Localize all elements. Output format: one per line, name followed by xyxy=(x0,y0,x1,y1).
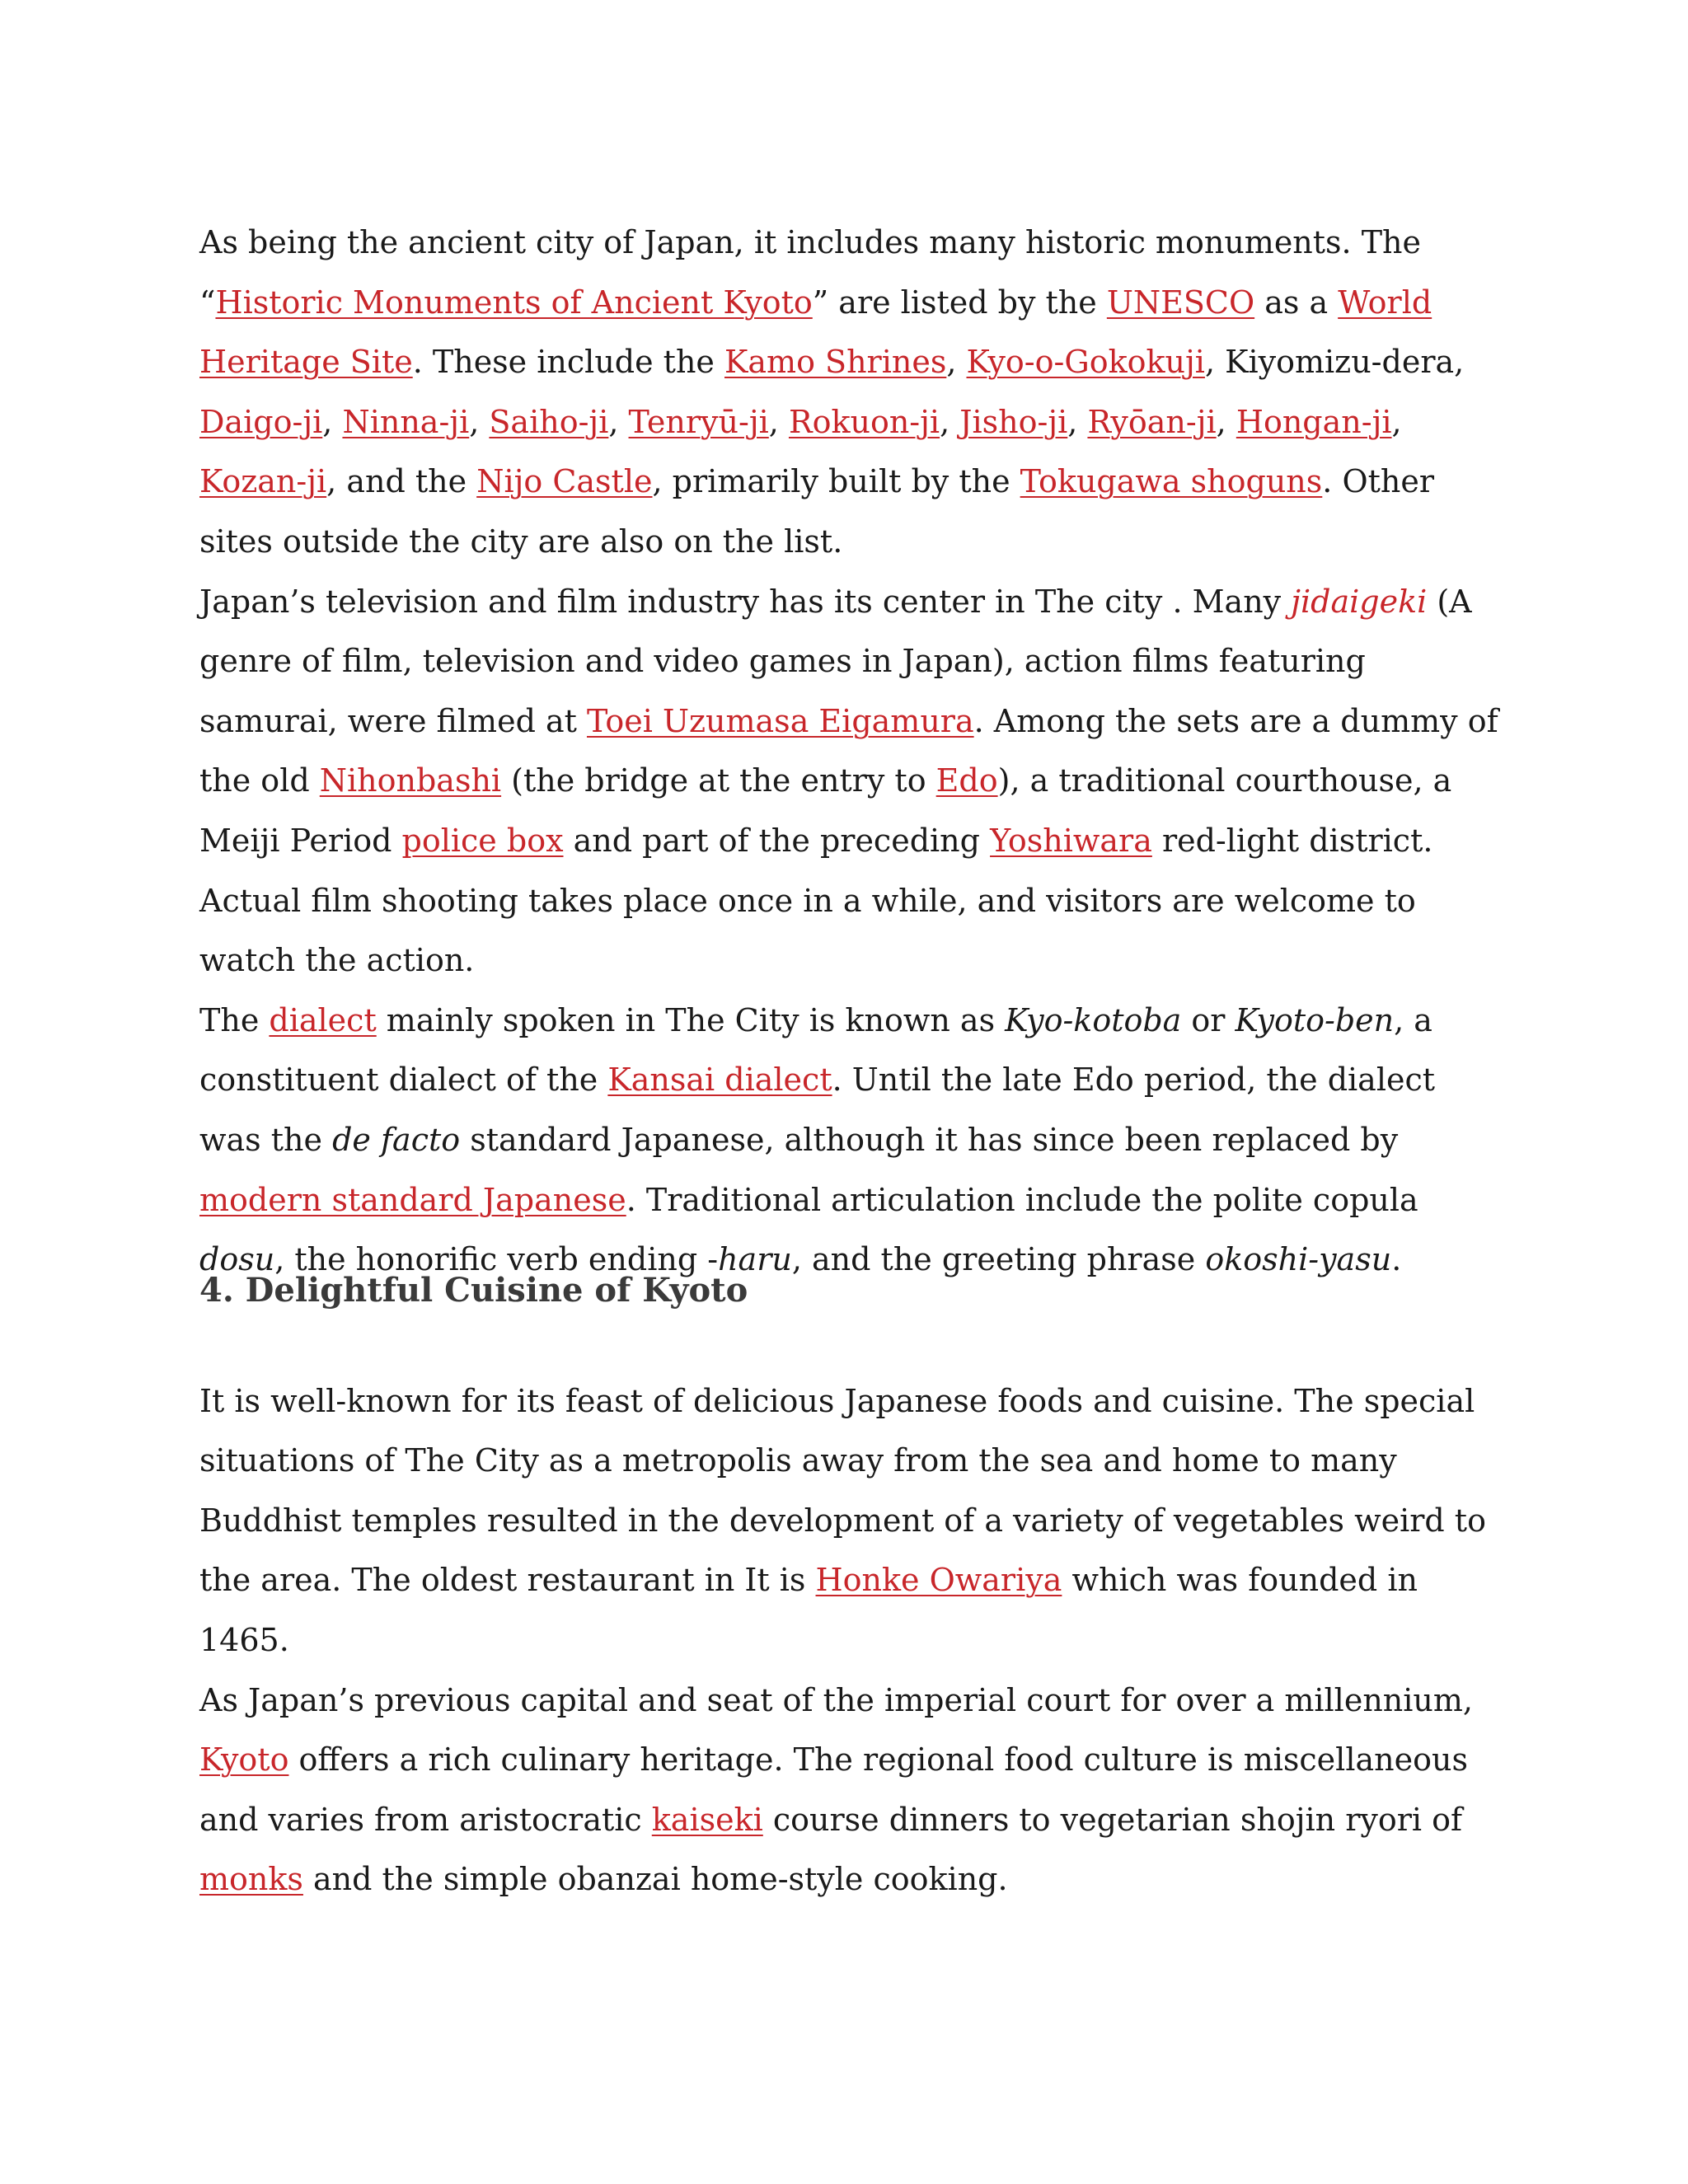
text: and part of the preceding xyxy=(563,822,991,859)
section-heading-cuisine: 4. Delightful Cuisine of Kyoto xyxy=(199,1270,748,1310)
link-kozan-ji[interactable]: Kozan-ji xyxy=(199,463,327,500)
link-yoshiwara[interactable]: Yoshiwara xyxy=(990,822,1152,859)
text: As being the ancient city of Japan, it includes many historic monuments. The “ xyxy=(199,224,1422,321)
text: . These include the xyxy=(412,344,724,381)
link-nijo-castle[interactable]: Nijo Castle xyxy=(476,463,653,500)
link-jisho-ji[interactable]: Jisho-ji xyxy=(959,403,1068,440)
term-kyo-kotoba: Kyo-kotoba xyxy=(1005,1001,1182,1038)
text: . Other sites outside the city are also on the list. xyxy=(199,463,1434,560)
text: offers a rich culinary heritage. The regional food culture is miscellaneous and varies from aristocratic xyxy=(199,1741,1468,1838)
paragraph-cuisine-heritage xyxy=(199,1671,1502,1910)
link-kaiseki[interactable]: kaiseki xyxy=(651,1801,763,1838)
text: As Japan’s previous capital and seat of the imperial court for over a millennium, xyxy=(199,1681,1474,1718)
link-world-heritage-site[interactable]: World Heritage Site xyxy=(199,284,1432,381)
text: , and the xyxy=(326,463,477,500)
text: , a constituent dialect of the xyxy=(199,1001,1432,1099)
text: . Among the sets are a dummy of the old xyxy=(199,702,1498,799)
text: It is well-known for its feast of delicious Japanese foods and cuisine. The special situations of The City as a metropolis away from the sea and home to many Buddhist temples resulted in the development of a variety of vegetables weird to the area. The oldest restaurant in It is xyxy=(199,1382,1486,1599)
text: (A genre of film, television and video games in Japan), action films featuring samurai, were filmed at xyxy=(199,583,1472,739)
link-historic-monuments[interactable]: Historic Monuments of Ancient Kyoto xyxy=(215,284,813,321)
text: ” are listed by the xyxy=(812,284,1107,321)
text: . Traditional articulation include the polite copula xyxy=(626,1181,1418,1218)
text: , the honorific verb ending - xyxy=(274,1241,719,1278)
spacer xyxy=(199,1311,1502,1371)
link-daigo-ji[interactable]: Daigo-ji xyxy=(199,403,323,440)
link-police-box[interactable]: police box xyxy=(401,822,564,859)
link-unesco[interactable]: UNESCO xyxy=(1106,284,1255,321)
link-edo[interactable]: Edo xyxy=(935,762,998,799)
text: , xyxy=(1391,403,1402,440)
text: , primarily built by the xyxy=(652,463,1020,500)
link-toei-uzumasa-eigamura[interactable]: Toei Uzumasa Eigamura xyxy=(586,702,974,739)
text: course dinners to vegetarian shojin ryori of xyxy=(762,1801,1463,1838)
text: , Kiyomizu-dera, xyxy=(1204,344,1465,381)
link-saiho-ji[interactable]: Saiho-ji xyxy=(489,403,609,440)
text: , xyxy=(469,403,490,440)
paragraph-film-industry xyxy=(199,572,1502,991)
term-dosu: dosu xyxy=(199,1241,275,1278)
text: , xyxy=(608,403,629,440)
jidaigeki-term: jidaigeki xyxy=(1291,583,1428,620)
text: mainly spoken in The City is known as xyxy=(376,1001,1006,1038)
text: , xyxy=(322,403,343,440)
text: , xyxy=(1067,403,1088,440)
link-hongan-ji[interactable]: Hongan-ji xyxy=(1236,403,1392,440)
link-tenryu-ji[interactable]: Tenryū-ji xyxy=(628,403,769,440)
text: , and the greeting phrase xyxy=(791,1241,1206,1278)
text: The xyxy=(199,1001,270,1038)
link-dialect[interactable]: dialect xyxy=(269,1001,377,1038)
link-ninna-ji[interactable]: Ninna-ji xyxy=(342,403,470,440)
link-honke-owariya[interactable]: Honke Owariya xyxy=(815,1562,1062,1599)
text: standard Japanese, although it has since been replaced by xyxy=(460,1121,1399,1158)
link-kamo-shrines[interactable]: Kamo Shrines xyxy=(724,344,947,381)
link-tokugawa-shoguns[interactable]: Tokugawa shoguns xyxy=(1020,463,1323,500)
link-nihonbashi[interactable]: Nihonbashi xyxy=(319,762,502,799)
link-kyoto[interactable]: Kyoto xyxy=(199,1741,289,1779)
text: or xyxy=(1181,1001,1236,1038)
text: , xyxy=(768,403,789,440)
paragraph-dialect xyxy=(199,991,1502,1290)
text: . Until the late Edo period, the dialect was the xyxy=(199,1062,1436,1158)
term-kyoto-ben: Kyoto-ben xyxy=(1235,1001,1395,1038)
link-kansai-dialect[interactable]: Kansai dialect xyxy=(607,1062,832,1099)
link-modern-standard-japanese[interactable]: modern standard Japanese xyxy=(199,1181,626,1218)
link-monks[interactable]: monks xyxy=(199,1861,303,1898)
text: , xyxy=(946,344,967,381)
text: , xyxy=(940,403,960,440)
link-ryoan-ji[interactable]: Ryōan-ji xyxy=(1087,403,1217,440)
text: red-light district. Actual film shooting takes place once in a while, and visitors are welcome to watch the action. xyxy=(199,822,1433,979)
term-de-facto: de facto xyxy=(332,1121,461,1158)
text: and the simple obanzai home-style cooking. xyxy=(302,1861,1008,1898)
text: ), a traditional courthouse, a Meiji Period xyxy=(199,762,1452,859)
paragraph-monuments xyxy=(199,213,1502,572)
paragraph-cuisine-intro xyxy=(199,1371,1502,1671)
text: . xyxy=(1391,1241,1402,1278)
text: Japan’s television and film industry has its center in The city . Many xyxy=(199,583,1292,620)
term-okoshi-yasu: okoshi-yasu xyxy=(1205,1241,1392,1278)
text: which was founded in 1465. xyxy=(199,1562,1418,1659)
link-kyo-o-gokokuji[interactable]: Kyo-o-Gokokuji xyxy=(966,344,1205,381)
document-page xyxy=(199,213,1502,1910)
term-haru: haru xyxy=(718,1241,792,1278)
text: (the bridge at the entry to xyxy=(501,762,936,799)
text: , xyxy=(1216,403,1236,440)
text: as a xyxy=(1254,284,1339,321)
link-rokuon-ji[interactable]: Rokuon-ji xyxy=(788,403,940,440)
